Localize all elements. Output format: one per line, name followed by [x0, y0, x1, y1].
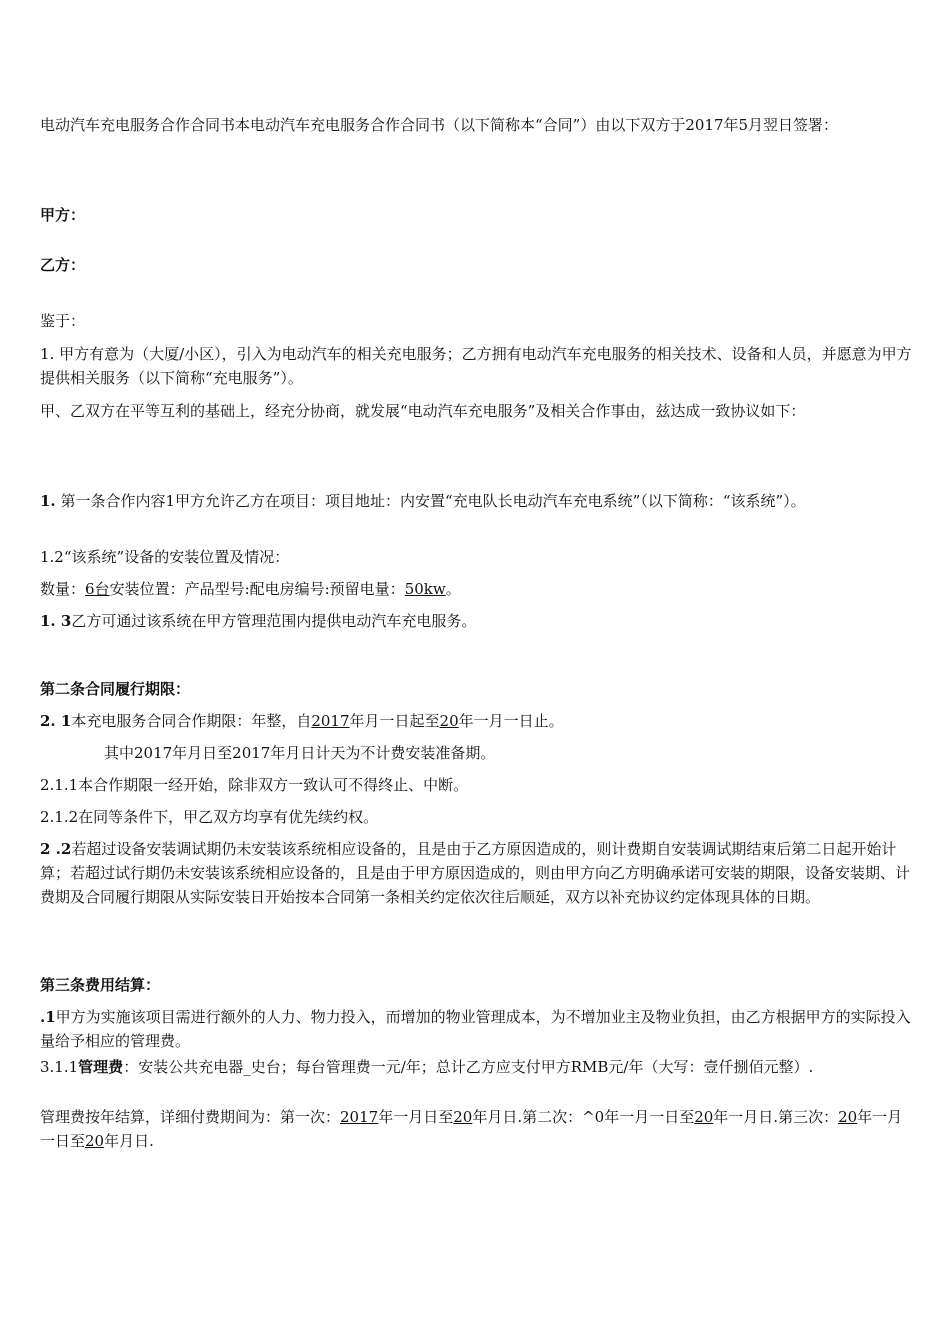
- sentence-end: 。: [445, 580, 461, 598]
- clause-text: 年月一日起至: [349, 712, 440, 730]
- article2-heading: 第二条合同履行期限：: [40, 680, 191, 698]
- clause-text: 年一月一日止。: [458, 712, 564, 730]
- article2-clause-2-1-2: 2.1.2在同等条件下，甲乙双方均享有优先续约权。: [40, 808, 379, 826]
- start-year: 2017: [311, 712, 350, 730]
- clause-number: 2 .2: [40, 840, 72, 858]
- clause-text: 若超过设备安装调试期仍未安装该系统相应设备的，且是由于乙方原因造成的，则计费期自安装调试期结束后第二日起开始计算；若超过试行期仍未安装该系统相应设备的，且是由于甲方原因造成的，则由甲方向乙方明确承诺可安装的期限，设备安装期、计费期及合同履行期限从实际安装日开始按本合同第一条相关约定依次往后顺延，双方以补充协议约定体现具体的日期。: [40, 840, 911, 906]
- article2-clause2: [40, 837, 912, 909]
- intro-text: 电动汽车充电服务合作合同书本电动汽车充电服务合作合同书（以下简称本“合同”）由以下双方于2017年5月翌日签署：: [40, 116, 839, 134]
- payment-year-4: 20: [838, 1108, 858, 1126]
- article1-clause1: [40, 489, 912, 513]
- whereas-heading: 鉴于：: [40, 312, 86, 330]
- article3-clause1: [40, 1005, 912, 1053]
- prep-period-line: 其中2017年月日至2017年月日计天为不计费安装准备期。: [104, 744, 496, 762]
- article3-clause-3-1-1: [40, 1055, 912, 1079]
- article1-clause3: [40, 609, 912, 633]
- clause-number: 1. 3: [40, 612, 72, 630]
- party-a-label: 甲方：: [40, 206, 86, 224]
- clause-text: 乙方可通过该系统在甲方管理范围内提供电动汽车充电服务。: [71, 612, 477, 630]
- intro-paragraph: [40, 113, 912, 137]
- article1-equipment-line: [40, 577, 912, 601]
- article1-clause2: 1.2“该系统”设备的安装位置及情况：: [40, 548, 290, 566]
- clause-number: 2. 1: [40, 712, 72, 730]
- article2-clause-2-1-1: 2.1.1本合作期限一经开始，除非双方一致认可不得终止、中断。: [40, 776, 469, 794]
- reserved-power-value: 50kw: [404, 580, 446, 598]
- payment-schedule: [40, 1105, 912, 1153]
- payment-text: 年月日.: [104, 1132, 154, 1150]
- management-fee-label: 管理费: [78, 1058, 124, 1076]
- article2-clause1: [40, 709, 912, 733]
- quantity-value: 6台: [85, 580, 110, 598]
- clause-number: .1: [40, 1008, 56, 1026]
- clause-text: 本充电服务合同合作期限：年整，自: [71, 712, 312, 730]
- whereas-item-1: 1. 甲方有意为（大厦/小区），引入为电动汽车的相关充电服务；乙方拥有电动汽车充电服务的相关技术、设备和人员，并愿意为甲方提供相关服务（以下简称“充电服务”）。: [40, 345, 912, 387]
- equipment-fields: 安装位置：产品型号:配电房编号:预留电量：: [109, 580, 405, 598]
- payment-year-2: 20: [453, 1108, 473, 1126]
- payment-text: 年一月日.第三次：: [713, 1108, 839, 1126]
- payment-text: 年月日.第二次：^0年一月一日至: [472, 1108, 695, 1126]
- payment-text: 管理费按年结算，详细付费期间为：第一次：: [40, 1108, 341, 1126]
- clause-text: 甲方为实施该项目需进行额外的人力、物力投入，而增加的物业管理成本，为不增加业主及物业负担，由乙方根据甲方的实际投入量给予相应的管理费。: [40, 1008, 911, 1050]
- end-year: 20: [439, 712, 459, 730]
- clause-number: 1.: [40, 492, 56, 510]
- agreement-paragraph: 甲、乙双方在平等互利的基础上，经充分协商，就发展“电动汽车充电服务”及相关合作事由，兹达成一致协议如下：: [40, 402, 806, 420]
- clause-text: ：安装公共充电器_史台；每台管理费一元/年；总计乙方应支付甲方RMB元/年（大写：壹仟捌佰元整）.: [123, 1058, 814, 1076]
- party-b-label: 乙方：: [40, 256, 86, 274]
- clause-number: 3.1.1: [40, 1058, 79, 1076]
- payment-year-1: 2017: [340, 1108, 379, 1126]
- payment-year-5: 20: [85, 1132, 105, 1150]
- payment-text: 年一月一日至: [40, 1108, 903, 1150]
- quantity-label: 数量：: [40, 580, 86, 598]
- payment-text: 年一月日至: [378, 1108, 454, 1126]
- article3-heading: 第三条费用结算：: [40, 976, 161, 994]
- clause-text: 第一条合作内容1甲方允许乙方在项目：项目地址：内安置“充电队长电动汽车充电系统”（以下简称：“该系统”）。: [55, 492, 806, 510]
- payment-year-3: 20: [694, 1108, 714, 1126]
